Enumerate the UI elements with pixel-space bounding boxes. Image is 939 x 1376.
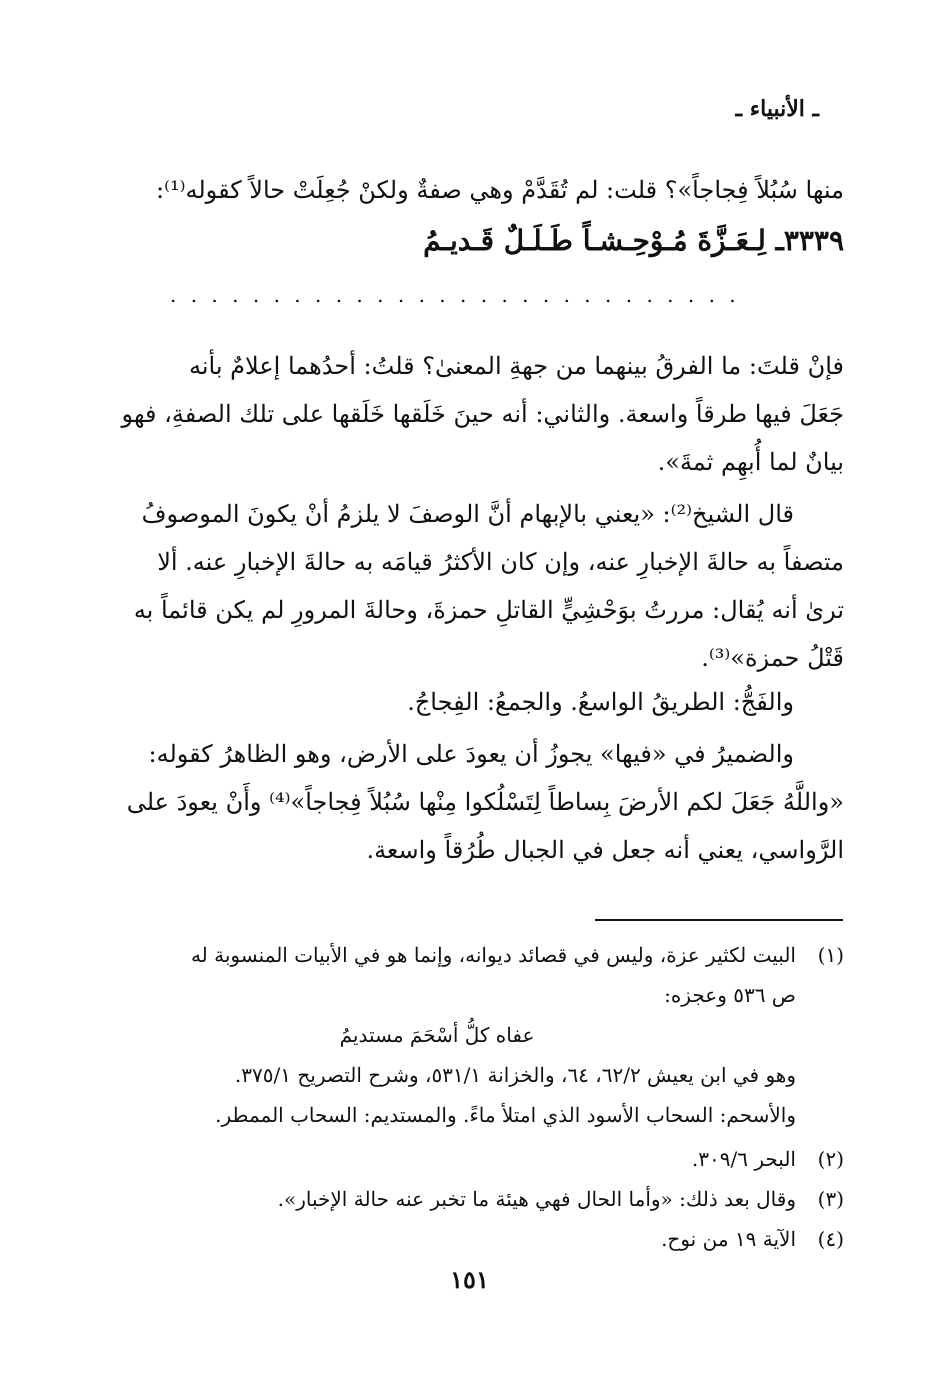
footnote-2 — [150, 1139, 844, 1179]
paragraph-line: قَتْلُ حمزة»⁽³⁾. — [701, 644, 844, 672]
footnote-3 — [150, 1179, 844, 1219]
footnote-number: (٤) — [817, 1227, 844, 1251]
footnote-separator — [595, 919, 843, 921]
verse-3339: ٣٣٣٩ـ لِـعَـزَّةَ مُـوْحِـشـاً طَـلَـلٌ قَـديـمُ — [423, 224, 844, 257]
paragraph-line: قال الشيخ⁽²⁾: «يعني بالإبهام أنَّ الوصفَ لا يلزمُ أنْ يكونَ الموصوفُ — [141, 500, 794, 528]
paragraph-2 — [133, 490, 844, 682]
paragraph-line: والضميرُ في «فيها» يجوزُ أن يعودَ على الأرض، وهو الظاهرُ كقوله: — [148, 740, 794, 768]
footnote-text: الآية ١٩ من نوح. — [661, 1227, 796, 1251]
footnote-1 — [150, 935, 844, 975]
footnote-text: البيت لكثير عزة، وليس في قصائد ديوانه، وإنما هو في الأبيات المنسوبة له — [190, 943, 796, 967]
running-header: ـ الأنبياء ـ — [735, 96, 819, 122]
footnote-number: (٢) — [817, 1147, 844, 1171]
intro-line: منها سُبُلاً فِجاجاً»؟ قلت: لم تُقَدَّمْ وهي صفةٌ ولكنْ جُعِلَتْ حالاً كقوله⁽¹⁾: — [155, 176, 844, 204]
footnote-text: والأسحم: السحاب الأسود الذي امتلأ ماءً. والمستديم: السحاب الممطر. — [215, 1103, 796, 1127]
paragraph-3 — [150, 678, 844, 726]
paragraph-line: ترىٰ أنه يُقال: مررتُ بوَحْشِيٍّ القاتلِ حمزةَ، وحالةَ المرورِ لم يكن قائماً به — [133, 596, 844, 624]
footnote-text: وقال بعد ذلك: «وأما الحال فهي هيئة ما تخبر عنه حالة الإخبار». — [277, 1187, 796, 1211]
footnote-number: (١) — [817, 943, 844, 967]
footnote-number: (٣) — [817, 1187, 844, 1211]
paragraph-line: بيانٌ لما أُبهِم ثمةَ». — [657, 448, 844, 476]
footnote-hemistich: عفاه كلُّ أسْحَمَ مستديمُ — [339, 1023, 535, 1047]
paragraph-line: والفَجُّ: الطريقُ الواسعُ. والجمعُ: الفِجاجُ. — [407, 688, 794, 716]
footnote-text: وهو في ابن يعيش ٦٢/٢، ٦٤، والخزانة ٥٣١/١، وشرح التصريح ٣٧٥/١. — [234, 1063, 796, 1087]
footnote-text: ص ٥٣٦ وعجزه: — [664, 983, 796, 1007]
paragraph-line: متصفاً به حالةَ الإخبارِ عنه، وإن كان الأكثرُ قيامَه به حالةَ الإخبارِ عنه. ألا — [157, 548, 844, 576]
ellipsis-dots: . . . . . . . . . . . . . . . . . . . . . . . . . . . . — [170, 283, 740, 307]
footnote-4 — [150, 1219, 844, 1259]
paragraph-line: الرَّواسي، يعني أنه جعل في الجبال طُرُقاً واسعة. — [366, 836, 844, 864]
paragraph-4 — [126, 730, 844, 874]
paragraph-line: فإنْ قلتَ: ما الفرقُ بينهما من جهةِ المعنىٰ؟ قلتُ: أحدُهما إعلامٌ بأنه — [189, 352, 844, 380]
footnote-text: البحر ٣٠٩/٦. — [691, 1147, 796, 1171]
paragraph-line: جَعَلَ فيها طرقاً واسعة. والثاني: أنه حينَ خَلَقها خَلَقها على تلك الصفةِ، فهو — [121, 400, 844, 428]
paragraph-1 — [121, 342, 844, 486]
page-number: ١٥١ — [450, 1265, 489, 1294]
intro-line-block — [150, 166, 844, 214]
footnotes — [150, 935, 844, 1259]
paragraph-line: «واللَّهُ جَعَلَ لكم الأرضَ بِساطاً لِتَسْلُكوا مِنْها سُبُلاً فِجاجاً»⁽⁴⁾ وأَنْ يعودَ على — [126, 788, 844, 816]
